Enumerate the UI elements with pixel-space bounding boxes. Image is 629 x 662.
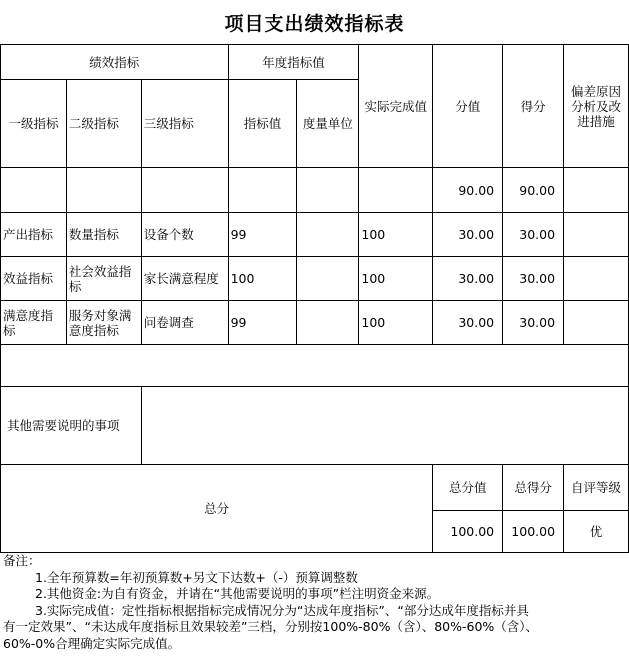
header-level3: 三级指标 xyxy=(141,80,228,168)
row-target: 99 xyxy=(228,213,297,257)
row-deviation xyxy=(564,213,629,257)
row-level1: 效益指标 xyxy=(1,257,67,301)
note-line: 3.实际完成值：定性指标根据指标完成情况分为“达成年度指标”、“部分达成年度指标并具 xyxy=(35,602,529,618)
header-level2: 二级指标 xyxy=(66,80,141,168)
row-actual: 100 xyxy=(359,257,433,301)
note-line: 2.其他资金:为自有资金，并请在“其他需要说明的事项”栏注明资金来源。 xyxy=(35,586,440,601)
row-level3: 家长满意程度 xyxy=(141,257,228,301)
total-value-label: 总分值 xyxy=(433,465,503,511)
row-actual: 100 xyxy=(359,213,433,257)
row-unit xyxy=(297,257,359,301)
table-row xyxy=(1,301,629,345)
self-grade: 优 xyxy=(564,511,629,553)
subtotal-score: 90.00 xyxy=(503,168,564,213)
note-line: 1.全年预算数=年初预算数+另文下达数+（-）预算调整数 xyxy=(35,569,358,585)
notes-heading: 备注： xyxy=(3,553,41,568)
row-actual: 100 xyxy=(359,301,433,345)
row-level2: 数量指标 xyxy=(66,213,141,257)
row-level2: 服务对象满意度指标 xyxy=(66,301,141,345)
row-deviation xyxy=(564,257,629,301)
header-deviation: 偏差原因分析及改进措施 xyxy=(564,45,629,168)
note-line: 60%-0%合理确定实际完成值。 xyxy=(3,635,181,651)
row-score-value: 30.00 xyxy=(433,213,503,257)
row-target: 100 xyxy=(228,257,297,301)
total-score-label: 总得分 xyxy=(503,465,564,511)
row-deviation xyxy=(564,301,629,345)
row-score-value: 30.00 xyxy=(433,301,503,345)
row-unit xyxy=(297,301,359,345)
performance-table xyxy=(0,44,629,553)
blank-row xyxy=(1,345,629,387)
row-score: 30.00 xyxy=(503,301,564,345)
empty-cell xyxy=(141,168,228,213)
total-score: 100.00 xyxy=(503,511,564,553)
header-score: 得分 xyxy=(503,45,564,168)
other-matters-row xyxy=(1,387,629,465)
empty-cell xyxy=(228,168,297,213)
row-score-value: 30.00 xyxy=(433,257,503,301)
row-level1: 满意度指标 xyxy=(1,301,67,345)
row-target: 99 xyxy=(228,301,297,345)
total-value: 100.00 xyxy=(433,511,503,553)
subtotal-row xyxy=(1,168,629,213)
table-row xyxy=(1,257,629,301)
row-level3: 问卷调查 xyxy=(141,301,228,345)
total-label: 总分 xyxy=(1,465,433,553)
self-grade-label: 自评等级 xyxy=(564,465,629,511)
table-row xyxy=(1,213,629,257)
header-annual-target: 年度指标值 xyxy=(228,45,359,80)
empty-cell xyxy=(297,168,359,213)
empty-cell xyxy=(66,168,141,213)
row-level1: 产出指标 xyxy=(1,213,67,257)
empty-cell xyxy=(1,168,67,213)
header-score-value: 分值 xyxy=(433,45,503,168)
header-actual: 实际完成值 xyxy=(359,45,433,168)
row-level3: 设备个数 xyxy=(141,213,228,257)
row-score: 30.00 xyxy=(503,213,564,257)
header-unit: 度量单位 xyxy=(297,80,359,168)
empty-cell xyxy=(1,345,629,387)
notes xyxy=(3,553,627,652)
header-target-value: 指标值 xyxy=(228,80,297,168)
other-matters-value xyxy=(141,387,628,465)
row-unit xyxy=(297,213,359,257)
note-line: 有一定效果”、“未达成年度指标且效果较差”三档，分别按100%-80%（含）、80%-60%（含）、 xyxy=(3,619,539,634)
page-title: 项目支出绩效指标表 xyxy=(224,12,405,35)
other-matters-label: 其他需要说明的事项 xyxy=(1,387,142,465)
header-level1: 一级指标 xyxy=(1,80,67,168)
header-performance-indicators: 绩效指标 xyxy=(1,45,229,80)
empty-cell xyxy=(564,168,629,213)
row-score: 30.00 xyxy=(503,257,564,301)
empty-cell xyxy=(359,168,433,213)
row-level2: 社会效益指标 xyxy=(66,257,141,301)
subtotal-score-value: 90.00 xyxy=(433,168,503,213)
